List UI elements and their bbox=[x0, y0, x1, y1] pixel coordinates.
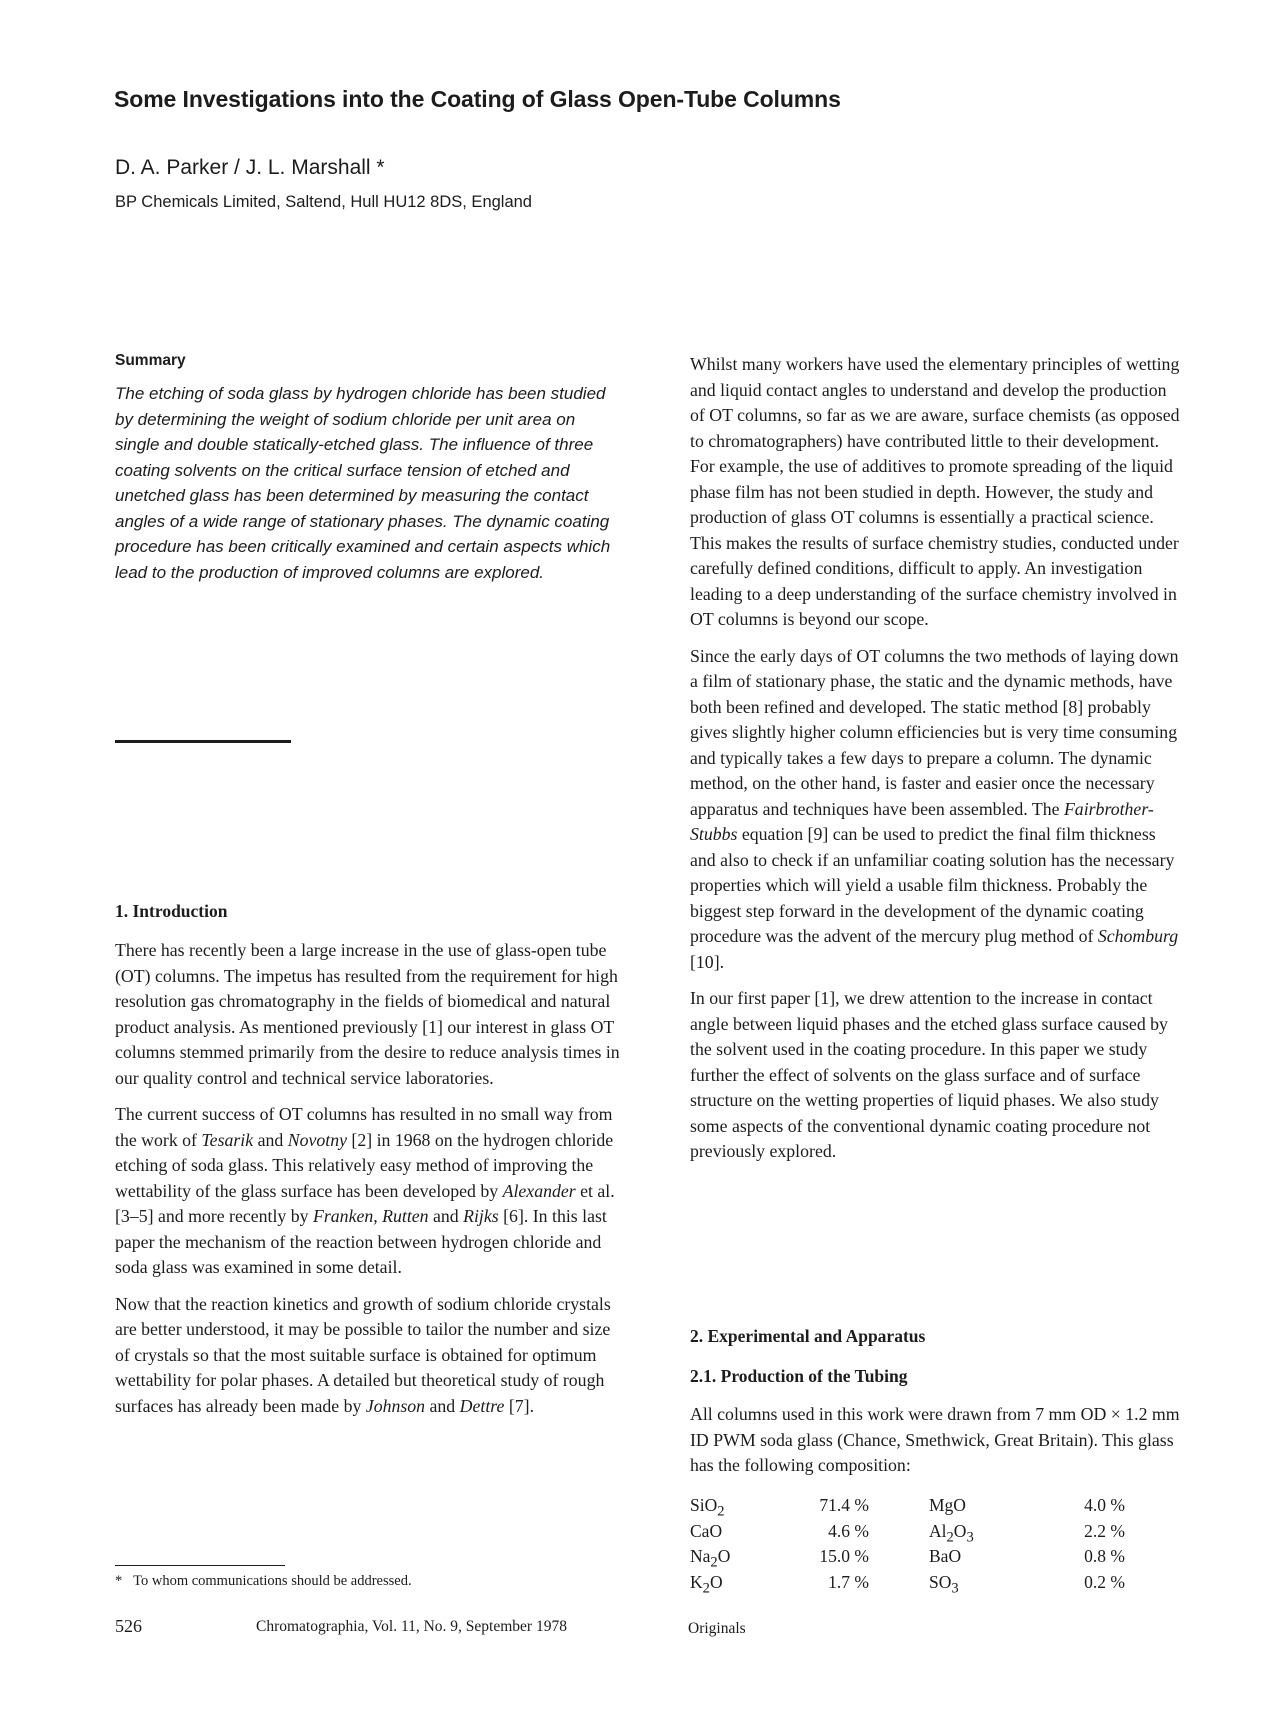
compound-formula: $SO_3$ bbox=[929, 1571, 959, 1596]
glass-composition-table bbox=[690, 1495, 1125, 1597]
table-row bbox=[690, 1546, 1125, 1572]
paragraph: Since the early days of OT columns the two methods of laying down a film of stationary phase, the static and the dynamic methods, have both been refined and developed. The static method [8] probably gives slightly higher column efficiencies but is very time consuming and typically takes a few days to prepare a column. The dynamic method, on the other hand, is faster and easier once the necessary apparatus and techniques have been assembled. The Fairbrother-Stubbs equation [9] can be used to predict the final film thickness and also to check if an unfamiliar coating solution has the necessary properties which will yield a usable film thickness. Probably the biggest step forward in the development of the dynamic coating procedure was the advent of the mercury plug method of Schomburg [10]. bbox=[690, 645, 1179, 972]
table-row bbox=[690, 1572, 1125, 1598]
author-name: Schomburg bbox=[1097, 926, 1179, 946]
paragraph: Now that the reaction kinetics and growth of sodium chloride crystals are better understood, it may be possible to tailor the number and size of crystals so that the most suitable surface is obtained for optimum wettability for polar phases. A detailed but theoretical study of rough surfaces has already been made by Johnson and Dettre [7]. bbox=[115, 1293, 611, 1416]
table-row bbox=[690, 1495, 1125, 1521]
composition-value: 0.8 % bbox=[1084, 1546, 1125, 1566]
composition-value: 2.2 % bbox=[1084, 1520, 1125, 1541]
footnote-mark: * bbox=[115, 1573, 123, 1589]
author-name: Fairbrother-Stubbs bbox=[690, 798, 1154, 844]
compound-formula: $Na_2O$ bbox=[690, 1546, 731, 1571]
paper-title: Some Investigations into the Coating of Glass Open-Tube Columns bbox=[114, 86, 841, 112]
section-divider bbox=[115, 740, 291, 743]
author-name: Alexander bbox=[502, 1180, 576, 1201]
paragraph: In our first paper [1], we drew attention to the increase in contact angle between liquid phases and the etched glass surface caused by the solvent used in the coating procedure. In this paper we study further the effect of solvents on the glass surface and of surface structure on the wetting properties of liquid phases. We also study some aspects of the conventional dynamic coating procedure not previously explored. bbox=[690, 988, 1168, 1161]
compound-formula: BaO bbox=[929, 1546, 962, 1566]
section-label: Originals bbox=[688, 1620, 746, 1637]
subsection-heading: 2.1. Production of the Tubing bbox=[690, 1366, 908, 1386]
footnote bbox=[115, 1573, 412, 1590]
compound-formula: SiO$_2$ bbox=[690, 1495, 725, 1520]
author-name: Novotny bbox=[287, 1129, 347, 1150]
composition-value: 15.0 % bbox=[819, 1546, 869, 1566]
composition-value: 71.4 % bbox=[819, 1495, 869, 1515]
table-row bbox=[690, 1521, 1125, 1547]
summary-heading: Summary bbox=[115, 352, 186, 369]
footnote-text: To whom communications should be addressed. bbox=[133, 1573, 412, 1589]
author-name: Franken, Rutten bbox=[313, 1206, 429, 1226]
author-name: Rijks bbox=[463, 1206, 499, 1226]
paragraph: Whilst many workers have used the elementary principles of wetting and liquid contact angles to understand and develop the production of OT columns, so far as we are aware, surface chemists (as opposed to chromatographers) have contributed little to their development. For example, the use of additives to promote spreading of the liquid phase film has not been studied in depth. However, the study and production of glass OT columns is essentially a practical science. This makes the results of surface chemistry studies, conducted under carefully defined conditions, difficult to apply. An investigation leading to a deep understanding of the surface chemistry involved in OT columns is beyond our scope. bbox=[690, 354, 1180, 629]
summary-text: The etching of soda glass by hydrogen chloride has been studied by determining the weight of sodium chloride per unit area on single and double statically-etched glass. The influence of three coating solvents on the critical surface tension of etched and unetched glass has been determined by measuring the contact angles of a wide range of stationary phases. The dynamic coating procedure has been critically examined and certain aspects which lead to the production of improved columns are explored. bbox=[115, 384, 611, 582]
affiliation: BP Chemicals Limited, Saltend, Hull HU12 8DS, England bbox=[115, 193, 532, 211]
compound-formula: $Al_2O_3$ bbox=[929, 1520, 974, 1545]
composition-value: 1.7 % bbox=[828, 1571, 869, 1592]
compound-formula: $K_2O$ bbox=[690, 1571, 723, 1596]
composition-value: 0.2 % bbox=[1084, 1571, 1125, 1592]
author-name: Dettre bbox=[459, 1395, 505, 1416]
author-list: D. A. Parker / J. L. Marshall * bbox=[115, 156, 385, 179]
experimental-heading: 2. Experimental and Apparatus bbox=[690, 1326, 926, 1346]
compound-formula: CaO bbox=[690, 1520, 723, 1541]
experimental-body: All columns used in this work were drawn from 7 mm OD × 1.2 mm ID PWM soda glass (Chance, Smethwick, Great Britain). This glass has the following composition: bbox=[690, 1404, 1180, 1475]
compound-formula: MgO bbox=[929, 1495, 966, 1515]
author-name: Tesarik bbox=[201, 1129, 254, 1150]
composition-value: 4.0 % bbox=[1084, 1495, 1125, 1515]
composition-value: 4.6 % bbox=[828, 1520, 869, 1541]
paragraph: The current success of OT columns has resulted in no small way from the work of Tesarik and Novotny [2] in 1968 on the hydrogen chloride etching of soda glass. This relatively easy method of improving the wettability of the glass surface has been developed by Alexander et al. [3–5] and more recently by Franken, Rutten and Rijks [6]. In this last paper the mechanism of the reaction between hydrogen chloride and soda glass was examined in some detail. bbox=[115, 1104, 615, 1277]
introduction-body bbox=[115, 938, 627, 1430]
introduction-heading: 1. Introduction bbox=[115, 901, 228, 921]
right-column-body bbox=[690, 352, 1182, 1176]
paragraph: There has recently been a large increase in the use of glass-open tube (OT) columns. The impetus has resulted from the requirement for high resolution gas chromatography in the fields of biomedical and natural product analysis. As mentioned previously [1] our interest in glass OT columns stemmed primarily from the desire to reduce analysis times in our quality control and technical service laboratories. bbox=[115, 940, 620, 1088]
page-number: 526 bbox=[115, 1616, 142, 1636]
author-name: Johnson bbox=[365, 1395, 426, 1416]
footnote-rule bbox=[115, 1565, 285, 1566]
journal-citation: Chromatographia, Vol. 11, No. 9, September 1978 bbox=[256, 1618, 567, 1635]
